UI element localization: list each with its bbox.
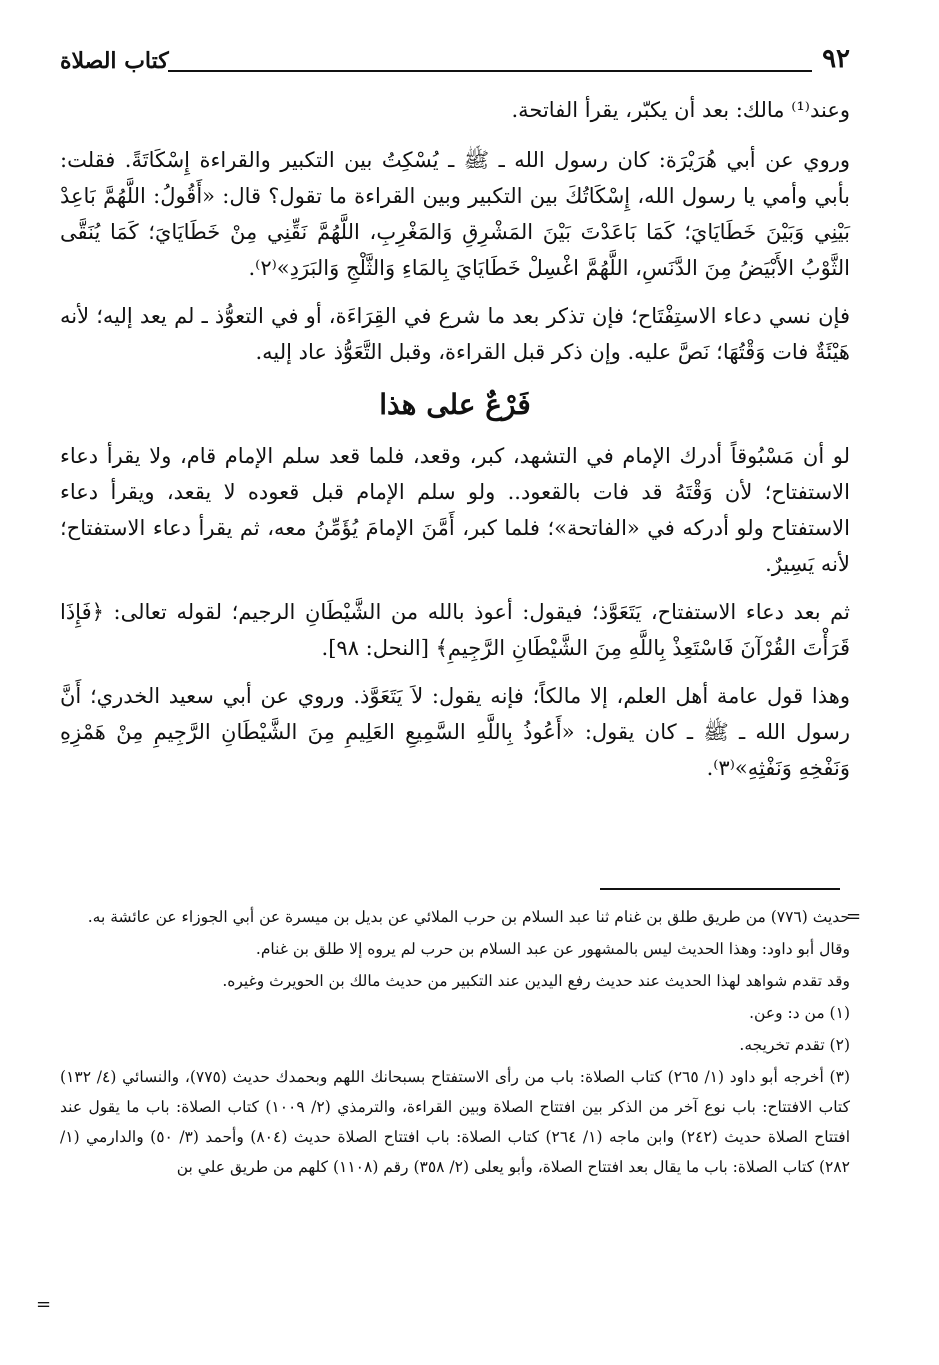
paragraph-4: لو أن مَسْبُوقاً أدرك الإمام في التشهد، كبر، وقعد، فلما قعد سلم الإمام قام، ولا يقرأ دعاء الاستفتاح؛ لأن وَقْتَهُ قد فات بالقعود.. ولو سلم الإمام قبل قعوده لا يقعد، ويقرأ دعاء الاستفتاح ولو أدركه في «الفاتحة»؛ فلما كبر، أَمَّنَ الإمامَ يُؤَمِّنُ معه، ثم يقرأ دعاء الاستفتاح؛ لأنه يَسِيرٌ. — [60, 444, 850, 576]
footnote-1: (١) من د: وعن. — [749, 1004, 850, 1022]
footnote-continued-a: حديث (٧٧٦) من طريق طلق بن غنام ثنا عبد السلام بن حرب الملائي عن بديل بن ميسرة عن أبي الجوزاء عن عائشة به. — [87, 908, 850, 926]
section-heading: فَرْعٌ على هذا — [379, 388, 531, 421]
paragraph-6: وهذا قول عامة أهل العلم، إلا مالكاً؛ فإنه يقول: لاَ يَتَعَوَّذ. وروي عن أبي سعيد الخدري؛ أَنَّ رسول الله ـ ﷺ ـ كان يقول: «أَعُوذُ بِاللَّهِ السَّمِيعِ العَلِيمِ مِنَ الشَّيْطَانِ الرَّجِيمِ مِنْ هَمْزِهِ وَنَفْخِهِ وَنَفْثِهِ»⁽٣⁾. — [60, 684, 850, 780]
paragraph-1: وعند⁽¹⁾ مالك: بعد أن يكبّر، يقرأ الفاتحة. — [511, 98, 850, 122]
paragraph-3: فإن نسي دعاء الاستِفْتَاح؛ فإن تذكر بعد ما شرع في القِرَاءَة، أو في التعوُّذ ـ لم يعد إليه؛ لأنه هَيْئَةٌ فات وَقْتُهَا؛ نَصَّ عليه. وإن ذكر قبل القراءة، وقبل التَّعَوُّذ عاد إليه. — [60, 304, 850, 364]
footnote-continuation-mark-end: = — [36, 1294, 52, 1315]
footnote-continued-b: وقال أبو داود: وهذا الحديث ليس بالمشهور عن عبد السلام بن حرب لم يروه إلا طلق بن غنام. — [255, 940, 850, 958]
footnote-2: (٢) تقدم تخريجه. — [739, 1036, 850, 1054]
footnote-continued-c: وقد تقدم شواهد لهذا الحديث عند حديث رفع اليدين عند التكبير من حديث مالك بن الحويرث وغيره. — [222, 972, 850, 990]
paragraph-2: وروي عن أبي هُرَيْرَة: كان رسول الله ـ ﷺ ـ يُسْكِتُ بين التكبير والقراءة إِسْكَاتَةً. فقلت: بأبي وأمي يا رسول الله، إِسْكَاتُكَ بين التكبير وبين القراءة ما تقول؟ قال: «أَقُولُ: اللَّهُمَّ بَاعِدْ بَيْنِي وَبَيْنَ خَطَايَايَ؛ كَمَا بَاعَدْتَ بَيْنَ المَشْرِقِ وَالمَغْرِبِ، اللَّهُمَّ نَقِّنِي مِنْ خَطَايَايَ؛ كَمَا يُنَقَّى الثَّوْبُ الأَبْيَضُ مِنَ الدَّنَسِ، اللَّهُمَّ اغْسِلْ خَطَايَايَ بِالمَاءِ وَالثَّلْجِ وَالبَرَدِ»⁽٢⁾. — [60, 148, 850, 280]
footnote-continuation-mark: = — [846, 906, 862, 927]
book-title: كتاب الصلاة — [60, 48, 169, 74]
footnote-3: (٣) أخرجه أبو داود (١/ ٢٦٥) كتاب الصلاة: باب من رأى الاستفتاح بسبحانك اللهم وبحمدك حديث (٧٧٥)، والنسائي (٤/ ١٣٢) كتاب الافتتاح: باب نوع آخر من الذكر بين افتتاح الصلاة وبين القراءة، والترمذي (٢/ ١٠٠٩) كتاب الصلاة: باب ما يقول عند افتتاح الصلاة حديث (٢٤٢) وابن ماجه (١/ ٢٦٤) كتاب الصلاة: باب افتتاح الصلاة حديث (٨٠٤) وأحمد (٣/ ٥٠) والدارمي (١/ ٢٨٢) كتاب الصلاة: باب ما يقال بعد افتتاح الصلاة، وأبو يعلى (٢/ ٣٥٨) رقم (١١٠٨) كلهم من طريق علي بن — [60, 1068, 851, 1176]
footnote-separator — [600, 888, 840, 890]
page-number: ٩٢ — [822, 44, 850, 74]
header-rule — [168, 70, 812, 72]
footnotes — [60, 902, 850, 1184]
main-text — [60, 92, 850, 798]
paragraph-5: ثم بعد دعاء الاستفتاح، يَتَعَوَّذ؛ فيقول: أعوذ بالله من الشَّيْطَانِ الرجيم؛ لقوله تعالى: ﴿فَإِذَا قَرَأْتَ القُرْآنَ فَاسْتَعِذْ بِاللَّهِ مِنَ الشَّيْطَانِ الرَّجِيمِ﴾ [النحل: ٩٨]. — [60, 600, 850, 660]
running-header — [60, 44, 850, 84]
